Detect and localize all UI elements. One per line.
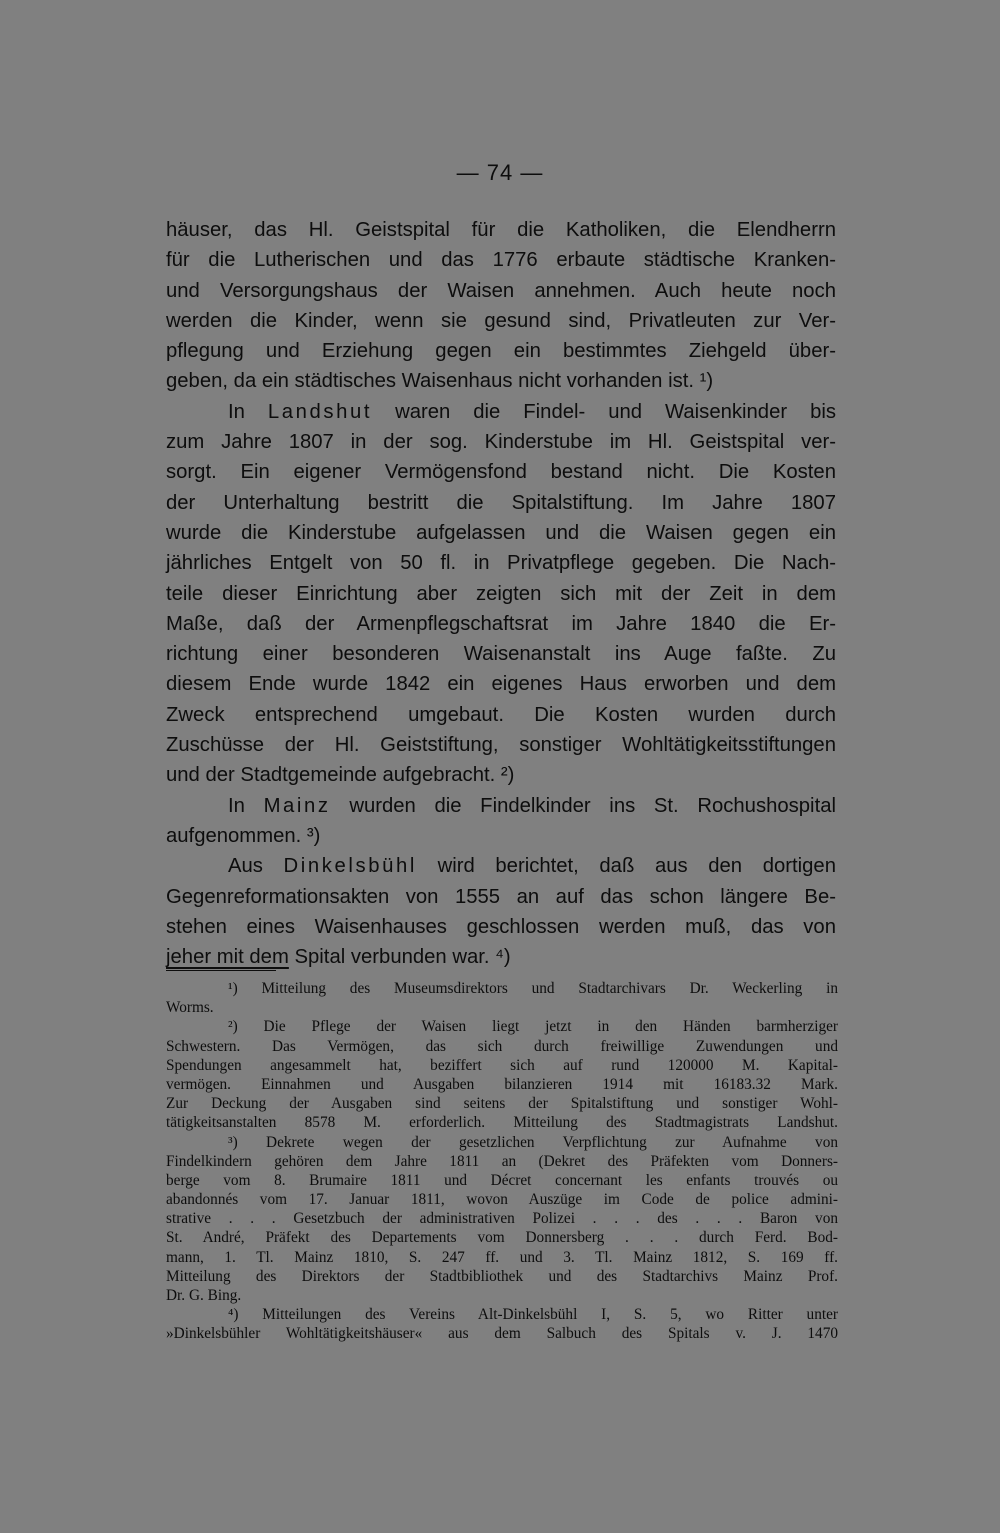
text-line: geben, da ein städtisches Waisenhaus nicht vorhanden ist. ¹): [166, 370, 714, 393]
text-line: sorgt. Ein eigener Vermögensfond bestand nicht. Die Kosten: [166, 461, 836, 484]
text-line: In Landshut waren die Findel- und Waisenkinder bis: [228, 400, 836, 423]
text-line: Gegenreformationsakten von 1555 an auf das schon längere Be-: [166, 885, 836, 908]
text-line: jährliches Entgelt von 50 fl. in Privatpflege gegeben. Die Nach-: [166, 552, 836, 575]
text-line: jeher mit dem Spital verbunden war. ⁴): [166, 946, 511, 969]
text-line: richtung einer besonderen Waisenanstalt ins Auge faßte. Zu: [166, 643, 836, 666]
text-line: diesem Ende wurde 1842 ein eigenes Haus erworben und dem: [166, 673, 836, 696]
footnote-line: Schwestern. Das Vermögen, das sich durch freiwillige Zuwendungen und: [166, 1037, 838, 1055]
footnote-line: Worms.: [166, 999, 214, 1017]
text-line: Zuschüsse der Hl. Geiststiftung, sonstiger Wohltätigkeitsstiftungen: [166, 734, 836, 757]
underlined-text: jeher mit dem: [166, 946, 289, 969]
footnote-line: Spendungen angesammelt hat, beziffert sich auf rund 120000 M. Kapital-: [166, 1056, 838, 1074]
text-line: zum Jahre 1807 in der sog. Kinderstube im Hl. Geistspital ver-: [166, 431, 836, 454]
footnote-separator: [166, 970, 276, 971]
text-line: Aus Dinkelsbühl wird berichtet, daß aus den dortigen: [228, 855, 836, 878]
text-line: teile dieser Einrichtung aber zeigten sich mit der Zeit in dem: [166, 582, 836, 605]
footnote-line: »Dinkelsbühler Wohltätigkeitshäuser« aus dem Salbuch des Spitals v. J. 1470: [166, 1325, 838, 1343]
footnotes: [166, 979, 838, 1344]
footnote-line: tätigkeitsanstalten 8578 M. erforderlich. Mitteilung des Stadtmagistrats Landshut.: [166, 1114, 838, 1132]
footnote-line: Findelkindern gehören dem Jahre 1811 an (Dekret des Präfekten vom Donners-: [166, 1152, 838, 1170]
text-line: aufgenommen. ³): [166, 824, 321, 847]
page-number: — 74 —: [456, 160, 544, 185]
text-line: wurde die Kinderstube aufgelassen und die Waisen gegen ein: [166, 521, 836, 544]
footnote-line: St. André, Präfekt des Departements vom Donnersberg . . . durch Ferd. Bod-: [166, 1229, 838, 1247]
text-line: für die Lutherischen und das 1776 erbaute städtische Kranken-: [166, 249, 836, 272]
place-name: Mainz: [263, 794, 331, 817]
place-name: Dinkelsbühl: [283, 855, 417, 878]
footnote-line: strative . . . Gesetzbuch der administrativen Polizei . . . des . . . Baron von: [166, 1210, 838, 1228]
footnote-line: ¹) Mitteilung des Museumsdirektors und Stadtarchivars Dr. Weckerling in: [228, 980, 838, 997]
text-line: und der Stadtgemeinde aufgebracht. ²): [166, 764, 515, 787]
text-line: pflegung und Erziehung gegen ein bestimmtes Ziehgeld über-: [166, 340, 836, 363]
footnote-line: berge vom 8. Brumaire 1811 und Décret concernant les enfants trouvés ou: [166, 1171, 838, 1189]
footnote-line: ³) Dekrete wegen der gesetzlichen Verpflichtung zur Aufnahme von: [228, 1133, 838, 1151]
footnote-line: ²) Die Pflege der Waisen liegt jetzt in den Händen barmherziger: [228, 1018, 838, 1036]
footnote-line: Mitteilung des Direktors der Stadtbibliothek und des Stadtarchivs Mainz Prof.: [166, 1267, 838, 1285]
text-line: Maße, daß der Armenpflegschaftsrat im Jahre 1840 die Er-: [166, 612, 836, 635]
footnote-line: ⁴) Mitteilungen des Vereins Alt-Dinkelsbühl I, S. 5, wo Ritter unter: [228, 1306, 838, 1324]
footnote-line: vermögen. Einnahmen und Ausgaben bilanzieren 1914 mit 16183.32 Mark.: [166, 1075, 838, 1093]
footnote-line: Zur Deckung der Ausgaben sind seitens der Spitalstiftung und sonstiger Wohl-: [166, 1095, 838, 1113]
text-line: In Mainz wurden die Findelkinder ins St. Rochushospital: [228, 794, 836, 817]
footnote-line: abandonnés vom 17. Januar 1811, wovon Auszüge im Code de police admini-: [166, 1191, 838, 1209]
text-line: stehen eines Waisenhauses geschlossen werden muß, das von: [166, 915, 836, 938]
place-name: Landshut: [267, 400, 373, 423]
text-line: Zweck entsprechend umgebaut. Die Kosten wurden durch: [166, 703, 836, 726]
footnote-line: mann, 1. Tl. Mainz 1810, S. 247 ff. und 3. Tl. Mainz 1812, S. 169 ff.: [166, 1248, 838, 1266]
footnote-line: Dr. G. Bing.: [166, 1287, 242, 1304]
text-line: der Unterhaltung bestritt die Spitalstiftung. Im Jahre 1807: [166, 491, 836, 514]
text-line: häuser, das Hl. Geistspital für die Katholiken, die Elendherrn: [166, 219, 836, 241]
main-text: [166, 215, 836, 972]
text-line: und Versorgungshaus der Waisen annehmen. Auch heute noch: [166, 279, 836, 302]
text-line: werden die Kinder, wenn sie gesund sind, Privatleuten zur Ver-: [166, 309, 836, 332]
